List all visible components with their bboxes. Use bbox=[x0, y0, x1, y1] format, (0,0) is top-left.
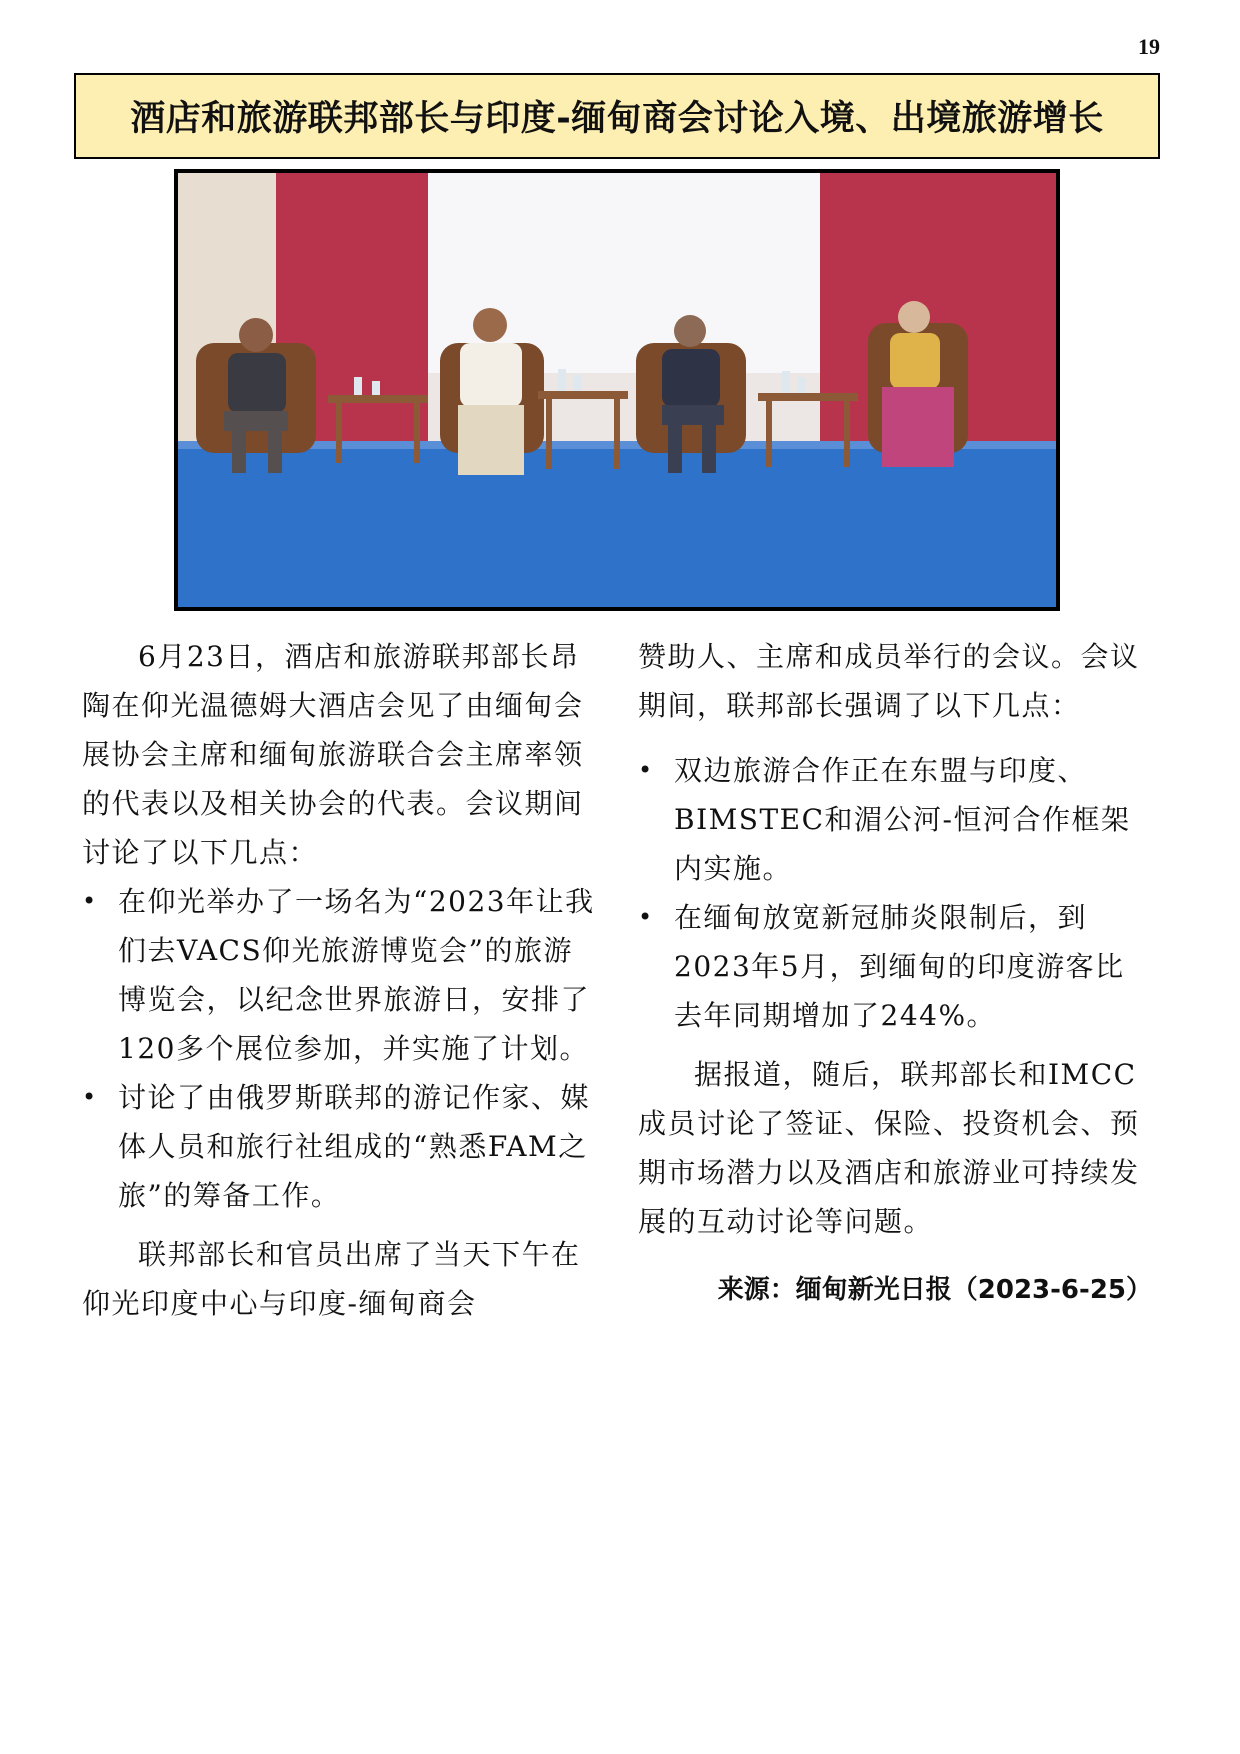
article-photo bbox=[174, 169, 1060, 611]
right-bullet-list bbox=[638, 746, 1152, 1040]
list-item: • 讨论了由俄罗斯联邦的游记作家、媒体人员和旅行社组成的“熟悉FAM之旅”的筹备工作。 bbox=[82, 1073, 596, 1220]
list-item: • 双边旅游合作正在东盟与印度、BIMSTEC和湄公河-恒河合作框架内实施。 bbox=[638, 746, 1152, 893]
intro-paragraph: 6月23日，酒店和旅游联邦部长昂陶在仰光温德姆大酒店会见了由缅甸会展协会主席和缅甸旅游联合会主席率领的代表以及相关协会的代表。会议期间讨论了以下几点： bbox=[82, 640, 584, 869]
right-column bbox=[638, 632, 1152, 1315]
left-bullet-list bbox=[82, 877, 596, 1220]
title-banner bbox=[74, 73, 1160, 159]
left-column bbox=[82, 632, 596, 1328]
meeting-photo-illustration bbox=[178, 173, 1056, 607]
source-credit: 来源：缅甸新光日报（2023-6-25） bbox=[717, 1275, 1152, 1305]
list-item: • 在缅甸放宽新冠肺炎限制后，到2023年5月，到缅甸的印度游客比去年同期增加了244%。 bbox=[638, 893, 1152, 1040]
continued-paragraph: 赞助人、主席和成员举行的会议。会议期间，联邦部长强调了以下几点： bbox=[638, 640, 1140, 722]
article-title: 酒店和旅游联邦部长与印度-缅甸商会讨论入境、出境旅游增长 bbox=[130, 99, 1104, 139]
meeting-paragraph: 联邦部长和官员出席了当天下午在仰光印度中心与印度-缅甸商会 bbox=[82, 1238, 581, 1320]
discussion-paragraph: 据报道，随后，联邦部长和IMCC成员讨论了签证、保险、投资机会、预期市场潜力以及酒店和旅游业可持续发展的互动讨论等问题。 bbox=[638, 1058, 1140, 1238]
list-item: • 在仰光举办了一场名为“2023年让我们去VACS仰光旅游博览会”的旅游博览会，以纪念世界旅游日，安排了120多个展位参加，并实施了计划。 bbox=[82, 877, 596, 1073]
page-number: 19 bbox=[1138, 34, 1160, 59]
